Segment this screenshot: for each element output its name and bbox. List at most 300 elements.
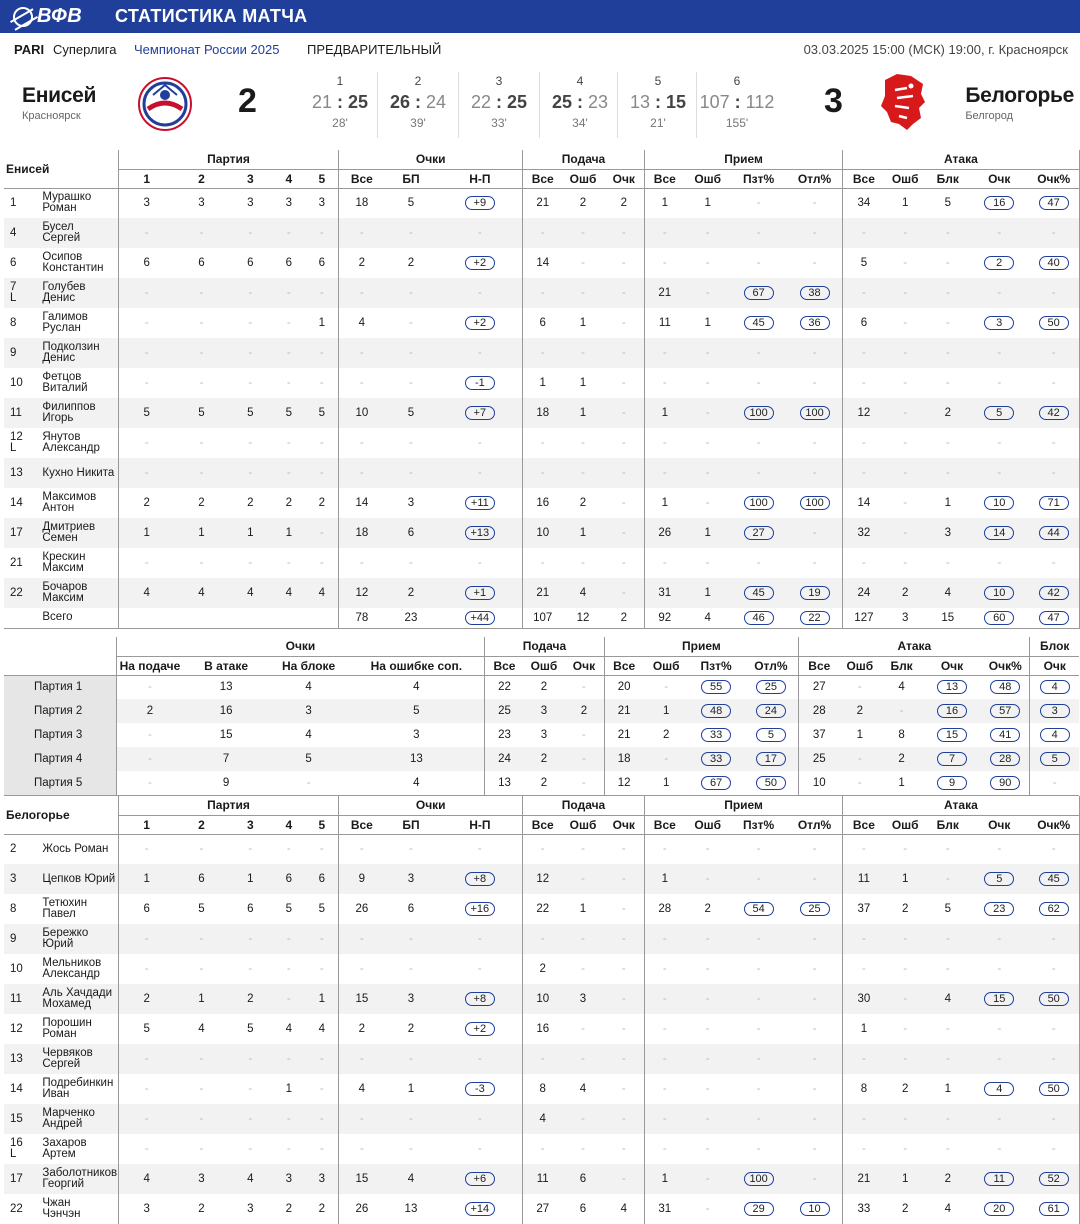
stat-cell	[437, 984, 522, 1014]
stat-cell	[1029, 984, 1079, 1014]
stat-cell	[562, 248, 604, 278]
stat-pill[interactable]: 17	[756, 752, 786, 766]
stat-cell	[926, 218, 970, 248]
stat-pill[interactable]: 100	[744, 496, 774, 510]
empty-dash: -	[705, 227, 710, 239]
stat-cell: 21	[523, 188, 562, 218]
set-stat-cell	[923, 699, 981, 723]
stat-cell	[685, 984, 731, 1014]
empty-dash: -	[286, 843, 291, 856]
stat-cell	[843, 1134, 885, 1164]
stat-pill[interactable]: 54	[744, 902, 774, 916]
empty-dash: -	[319, 227, 324, 239]
stat-pill[interactable]: 25	[800, 902, 830, 916]
player-row[interactable]	[4, 338, 1079, 368]
stat-cell: 5	[843, 248, 885, 278]
stat-pill[interactable]: 22	[800, 611, 830, 625]
column-header: Отл%	[787, 169, 843, 188]
stat-cell: 5	[407, 197, 415, 210]
stat-cell: 4	[118, 1164, 174, 1194]
stat-pill[interactable]: 50	[756, 776, 786, 790]
stat-pill[interactable]: 14	[984, 526, 1014, 540]
stat-pill[interactable]: +16	[465, 902, 495, 916]
stat-cell	[562, 218, 604, 248]
stat-cell	[305, 1044, 338, 1074]
stat-cell	[384, 1134, 437, 1164]
set-stat-cell	[744, 675, 799, 699]
player-number: 17	[4, 1164, 40, 1194]
player-number: 3	[4, 864, 40, 894]
stat-cell	[970, 518, 1029, 548]
player-row[interactable]	[4, 368, 1079, 398]
player-name: Аль Хачдади Мохамед	[40, 984, 118, 1014]
empty-dash: -	[248, 1053, 253, 1065]
stat-pill[interactable]: +2	[465, 256, 495, 270]
stat-cell: 1	[704, 197, 711, 210]
empty-dash: -	[477, 1143, 482, 1155]
stat-pill[interactable]: 5	[984, 406, 1014, 420]
parts-column-header: Очк	[923, 656, 981, 675]
stat-cell	[174, 428, 228, 458]
stat-cell: 3	[384, 984, 437, 1014]
stat-pill[interactable]: -3	[465, 1082, 495, 1096]
stat-pill[interactable]: 4	[984, 1082, 1014, 1096]
player-row[interactable]	[4, 458, 1079, 488]
stat-cell	[843, 924, 885, 954]
empty-dash: -	[812, 557, 817, 569]
empty-dash: -	[861, 933, 866, 945]
empty-dash: -	[945, 467, 950, 479]
stat-cell	[604, 548, 645, 578]
stat-pill[interactable]: 13	[937, 680, 967, 694]
empty-dash: -	[581, 287, 585, 299]
stat-pill[interactable]: 90	[990, 776, 1020, 790]
stat-cell	[970, 864, 1029, 894]
stat-pill[interactable]: 7	[937, 752, 967, 766]
stat-pill[interactable]: 48	[990, 680, 1020, 694]
stat-cell	[787, 578, 843, 608]
stat-pill[interactable]: 36	[800, 316, 830, 330]
stat-cell	[562, 1014, 604, 1044]
volleyball-icon	[13, 7, 33, 27]
stat-cell	[118, 458, 174, 488]
empty-dash: -	[662, 843, 667, 856]
player-row[interactable]	[4, 248, 1079, 278]
empty-dash: -	[1051, 1143, 1056, 1155]
stat-cell	[970, 984, 1029, 1014]
total-cell: 15	[926, 608, 970, 628]
set-stat-cell: 13	[348, 747, 485, 771]
empty-dash: -	[359, 347, 364, 359]
stat-pill[interactable]: 5	[1040, 752, 1070, 766]
set-row[interactable]	[4, 699, 1079, 723]
stat-pill[interactable]: 40	[1039, 256, 1069, 270]
stat-cell	[339, 278, 385, 308]
stat-pill[interactable]: 48	[701, 704, 731, 718]
empty-dash: -	[199, 843, 204, 856]
stat-cell	[970, 248, 1029, 278]
empty-dash: -	[899, 705, 904, 717]
stat-pill[interactable]: 5	[756, 728, 786, 742]
empty-dash: -	[705, 843, 710, 856]
set-stat-cell: 2	[524, 747, 565, 771]
empty-dash: -	[409, 843, 413, 856]
set-stat-cell: 8	[898, 729, 905, 741]
set-row[interactable]	[4, 747, 1079, 771]
empty-dash: -	[756, 557, 761, 569]
empty-dash: -	[997, 963, 1002, 975]
stat-pill[interactable]: 10	[984, 586, 1014, 600]
empty-dash: -	[861, 843, 866, 856]
stat-pill[interactable]: 9	[937, 776, 967, 790]
empty-dash: -	[248, 377, 253, 389]
set-row[interactable]	[4, 771, 1079, 795]
stat-pill[interactable]: 4	[1040, 728, 1070, 742]
stat-cell: 4	[620, 1203, 627, 1215]
player-row[interactable]	[4, 1164, 1079, 1194]
stat-cell: 10	[339, 398, 385, 428]
stat-pill[interactable]: 50	[1039, 316, 1069, 330]
stat-pill[interactable]: 41	[990, 728, 1020, 742]
stat-pill[interactable]: 42	[1039, 586, 1069, 600]
stat-cell	[731, 1074, 787, 1104]
stat-pill[interactable]: 28	[990, 752, 1020, 766]
stat-pill[interactable]: 10	[800, 1202, 830, 1216]
total-label: Всего	[40, 608, 118, 628]
stat-pill[interactable]: 11	[984, 1172, 1014, 1186]
stat-pill[interactable]: 38	[800, 286, 830, 300]
stat-cell: 1	[644, 1164, 685, 1194]
stat-pill[interactable]: 47	[1039, 196, 1069, 210]
empty-dash: -	[409, 1053, 413, 1065]
empty-dash: -	[756, 197, 761, 210]
empty-dash: -	[662, 377, 667, 389]
empty-dash: -	[903, 1053, 908, 1065]
stat-cell: 10	[523, 984, 562, 1014]
stat-cell: 2	[884, 578, 926, 608]
stat-cell	[604, 1044, 645, 1074]
empty-dash: -	[903, 1113, 908, 1125]
parts-column-header: Ошб	[644, 656, 689, 675]
stat-pill[interactable]: 16	[984, 196, 1014, 210]
stat-cell	[644, 338, 685, 368]
stat-cell: 33	[843, 1194, 885, 1224]
stat-cell	[685, 278, 731, 308]
stat-pill[interactable]: 15	[984, 992, 1014, 1006]
empty-dash: -	[286, 963, 291, 975]
empty-dash: -	[581, 933, 585, 945]
total-spacer	[4, 608, 40, 628]
empty-dash: -	[812, 437, 817, 449]
player-name: Подколзин Денис	[40, 338, 118, 368]
player-number: 13	[4, 1044, 40, 1074]
stat-pill[interactable]: +6	[465, 1172, 495, 1186]
empty-dash: -	[621, 317, 626, 329]
parts-column-header: На подаче	[116, 656, 183, 675]
stat-pill[interactable]: 23	[984, 902, 1014, 916]
stat-pill[interactable]: +8	[465, 872, 495, 886]
player-row[interactable]	[4, 218, 1079, 248]
stat-cell: 1	[285, 1083, 292, 1095]
column-header: Ошб	[884, 169, 926, 188]
stat-cell	[229, 1134, 273, 1164]
vfv-logo[interactable]	[13, 5, 103, 28]
empty-dash: -	[945, 873, 950, 885]
set-stat-cell	[981, 747, 1030, 771]
player-row[interactable]	[4, 1194, 1079, 1224]
player-row[interactable]	[4, 894, 1079, 924]
column-header: 3	[229, 169, 273, 188]
player-name: Янутов Александр	[42, 431, 100, 454]
stat-cell	[384, 954, 437, 984]
stat-pill[interactable]: 60	[984, 611, 1014, 625]
empty-dash: -	[359, 467, 364, 479]
set-stat-cell: 21	[604, 699, 644, 723]
stat-pill[interactable]: 4	[1040, 680, 1070, 694]
stat-pill[interactable]: 44	[1039, 526, 1069, 540]
stat-cell	[644, 548, 685, 578]
stat-pill[interactable]: +2	[465, 316, 495, 330]
stat-pill[interactable]: 29	[744, 1202, 774, 1216]
set-stat-cell	[689, 771, 744, 795]
stat-pill[interactable]: 25	[756, 680, 786, 694]
player-row[interactable]	[4, 518, 1079, 548]
empty-dash: -	[812, 257, 817, 269]
stat-pill[interactable]: +1	[465, 586, 495, 600]
set-stat-cell	[644, 675, 689, 699]
empty-dash: -	[477, 933, 482, 945]
player-row[interactable]	[4, 1134, 1079, 1164]
total-cell: 23	[384, 608, 437, 628]
stat-cell: 4	[229, 1164, 273, 1194]
stat-pill[interactable]: 100	[800, 406, 830, 420]
empty-dash: -	[581, 873, 585, 885]
stat-cell: 4	[944, 1203, 952, 1215]
empty-dash: -	[662, 257, 667, 269]
stat-cell: 21	[644, 278, 685, 308]
column-header: Все	[644, 815, 685, 834]
stat-cell: 1	[562, 398, 604, 428]
empty-dash: -	[945, 287, 950, 299]
player-row[interactable]	[4, 1014, 1079, 1044]
empty-dash: -	[903, 227, 908, 239]
set-row[interactable]	[4, 723, 1079, 747]
empty-dash: -	[812, 197, 817, 210]
stat-pill[interactable]: -1	[465, 376, 495, 390]
player-row[interactable]	[4, 984, 1079, 1014]
stat-cell	[1029, 458, 1079, 488]
stat-cell	[1029, 218, 1079, 248]
stat-cell: 6	[174, 864, 228, 894]
stat-cell: 8	[843, 1074, 885, 1104]
stat-pill[interactable]: 33	[701, 728, 731, 742]
empty-dash: -	[662, 963, 667, 975]
stat-pill[interactable]: 20	[984, 1202, 1014, 1216]
stat-cell	[731, 278, 787, 308]
empty-dash: -	[477, 467, 482, 479]
set-stat-cell: 1	[644, 771, 689, 795]
set-divider	[377, 72, 378, 138]
empty-dash: -	[359, 1143, 364, 1155]
stat-pill[interactable]: 55	[701, 680, 731, 694]
total-cell: 127	[843, 608, 885, 628]
player-row[interactable]	[4, 398, 1079, 428]
stat-pill[interactable]: 45	[744, 586, 774, 600]
stat-pill[interactable]: 33	[701, 752, 731, 766]
set-duration: 28'	[332, 116, 348, 130]
stat-pill[interactable]: 5	[984, 872, 1014, 886]
stat-cell: 2	[579, 497, 587, 509]
column-header: Очк	[970, 815, 1029, 834]
empty-dash: -	[540, 557, 545, 569]
player-row[interactable]	[4, 1074, 1079, 1104]
player-number: 21	[10, 556, 23, 569]
player-row[interactable]	[4, 188, 1079, 218]
empty-dash: -	[945, 257, 950, 269]
player-row[interactable]	[4, 1044, 1079, 1074]
stat-cell	[787, 894, 843, 924]
stat-cell	[1029, 1104, 1079, 1134]
stat-pill[interactable]: 71	[1039, 496, 1069, 510]
empty-dash: -	[621, 843, 626, 856]
set-6-score	[697, 72, 777, 138]
stat-cell	[926, 1014, 970, 1044]
stat-cell	[787, 338, 843, 368]
empty-dash: -	[319, 467, 324, 479]
player-row[interactable]	[4, 954, 1079, 984]
player-row[interactable]	[4, 428, 1079, 458]
column-header: 4	[272, 169, 305, 188]
empty-dash: -	[621, 587, 626, 599]
stat-pill[interactable]: 45	[1039, 872, 1069, 886]
empty-dash: -	[756, 993, 761, 1005]
player-name: Заболотников Георгий	[40, 1164, 118, 1194]
stat-pill[interactable]: 3	[984, 316, 1014, 330]
stat-pill[interactable]: +13	[465, 526, 495, 540]
column-header: Пзт%	[731, 815, 787, 834]
stat-pill[interactable]: 67	[744, 286, 774, 300]
stat-pill[interactable]: 52	[1039, 1172, 1069, 1186]
player-row[interactable]	[4, 278, 1079, 308]
set-row[interactable]	[4, 675, 1079, 699]
empty-dash: -	[199, 1083, 204, 1095]
stat-pill[interactable]: 67	[701, 776, 731, 790]
stat-cell	[437, 218, 522, 248]
player-row[interactable]	[4, 924, 1079, 954]
stat-cell: 2	[407, 1023, 415, 1035]
column-header: Все	[644, 169, 685, 188]
stat-pill[interactable]: +2	[465, 1022, 495, 1036]
player-row[interactable]	[4, 1104, 1079, 1134]
player-row[interactable]	[4, 548, 1079, 578]
stat-pill[interactable]: 27	[744, 526, 774, 540]
empty-dash: -	[286, 227, 291, 239]
stat-pill[interactable]: 50	[1039, 1082, 1069, 1096]
stat-pill[interactable]: +7	[465, 406, 495, 420]
stat-cell: 1	[579, 317, 587, 329]
set-divider	[458, 72, 459, 138]
stat-cell	[562, 548, 604, 578]
stat-pill[interactable]: 24	[756, 704, 786, 718]
player-name: Тетюхин Павел	[42, 897, 88, 920]
stat-pill[interactable]: 100	[800, 496, 830, 510]
stat-pill[interactable]: +11	[465, 496, 495, 510]
empty-dash: -	[319, 1143, 324, 1155]
set-duration: 33'	[491, 116, 507, 130]
set-stat-cell	[923, 771, 981, 795]
stat-pill[interactable]: 42	[1039, 406, 1069, 420]
stat-pill[interactable]: 62	[1039, 902, 1069, 916]
empty-dash: -	[248, 467, 253, 479]
player-row[interactable]	[4, 578, 1079, 608]
player-row[interactable]	[4, 488, 1079, 518]
stat-pill[interactable]: 100	[744, 406, 774, 420]
stat-cell	[437, 1164, 522, 1194]
stat-pill[interactable]: 16	[937, 704, 967, 718]
stat-cell	[926, 834, 970, 864]
empty-dash: -	[756, 227, 761, 239]
stat-cell: 1	[644, 864, 685, 894]
stat-cell: 5	[247, 1023, 254, 1035]
stat-pill[interactable]: 15	[937, 728, 967, 742]
empty-dash: -	[861, 377, 866, 389]
empty-dash: -	[903, 497, 908, 509]
player-row[interactable]	[4, 864, 1079, 894]
stat-pill[interactable]: 45	[744, 316, 774, 330]
stat-cell	[884, 954, 926, 984]
stat-pill[interactable]: 3	[1040, 704, 1070, 718]
stat-cell	[437, 188, 522, 218]
stat-pill[interactable]: 100	[744, 1172, 774, 1186]
stat-pill[interactable]: 47	[1039, 611, 1069, 625]
player-row[interactable]	[4, 834, 1079, 864]
team-b-city: Белгород	[965, 110, 1014, 122]
stat-pill[interactable]: +44	[465, 611, 495, 625]
stat-pill[interactable]: 50	[1039, 992, 1069, 1006]
stat-cell	[787, 488, 843, 518]
stat-pill[interactable]: 57	[990, 704, 1020, 718]
set-stat-cell: 1	[856, 729, 864, 741]
stat-pill[interactable]: 61	[1039, 1202, 1069, 1216]
empty-dash: -	[621, 227, 626, 239]
stat-pill[interactable]: +8	[465, 992, 495, 1006]
stat-pill[interactable]: +9	[465, 196, 495, 210]
stat-cell: 4	[384, 1164, 437, 1194]
set-stat-cell: 3	[413, 729, 420, 741]
stat-cell	[562, 278, 604, 308]
empty-dash: -	[705, 1203, 710, 1215]
stat-pill[interactable]: +14	[465, 1202, 495, 1216]
stat-pill[interactable]: 19	[800, 586, 830, 600]
championship-link[interactable]: Чемпионат России 2025	[134, 42, 280, 57]
group-header-2: Подача	[523, 150, 645, 169]
set-points: 22 : 25	[470, 92, 528, 112]
stat-pill[interactable]: 46	[744, 611, 774, 625]
set-stat-cell: 13	[219, 681, 233, 694]
empty-dash: -	[319, 557, 324, 569]
stat-pill[interactable]: 2	[984, 256, 1014, 270]
stat-cell	[843, 548, 885, 578]
set-duration: 39'	[410, 116, 426, 130]
stat-cell	[1029, 1194, 1079, 1224]
empty-dash: -	[199, 437, 204, 449]
stat-cell: 27	[523, 1194, 562, 1224]
stat-cell: 4	[285, 1023, 292, 1035]
player-row[interactable]	[4, 308, 1079, 338]
stat-pill[interactable]: 10	[984, 496, 1014, 510]
column-header: Все	[523, 169, 562, 188]
parts-group-header: Подача	[485, 637, 604, 656]
